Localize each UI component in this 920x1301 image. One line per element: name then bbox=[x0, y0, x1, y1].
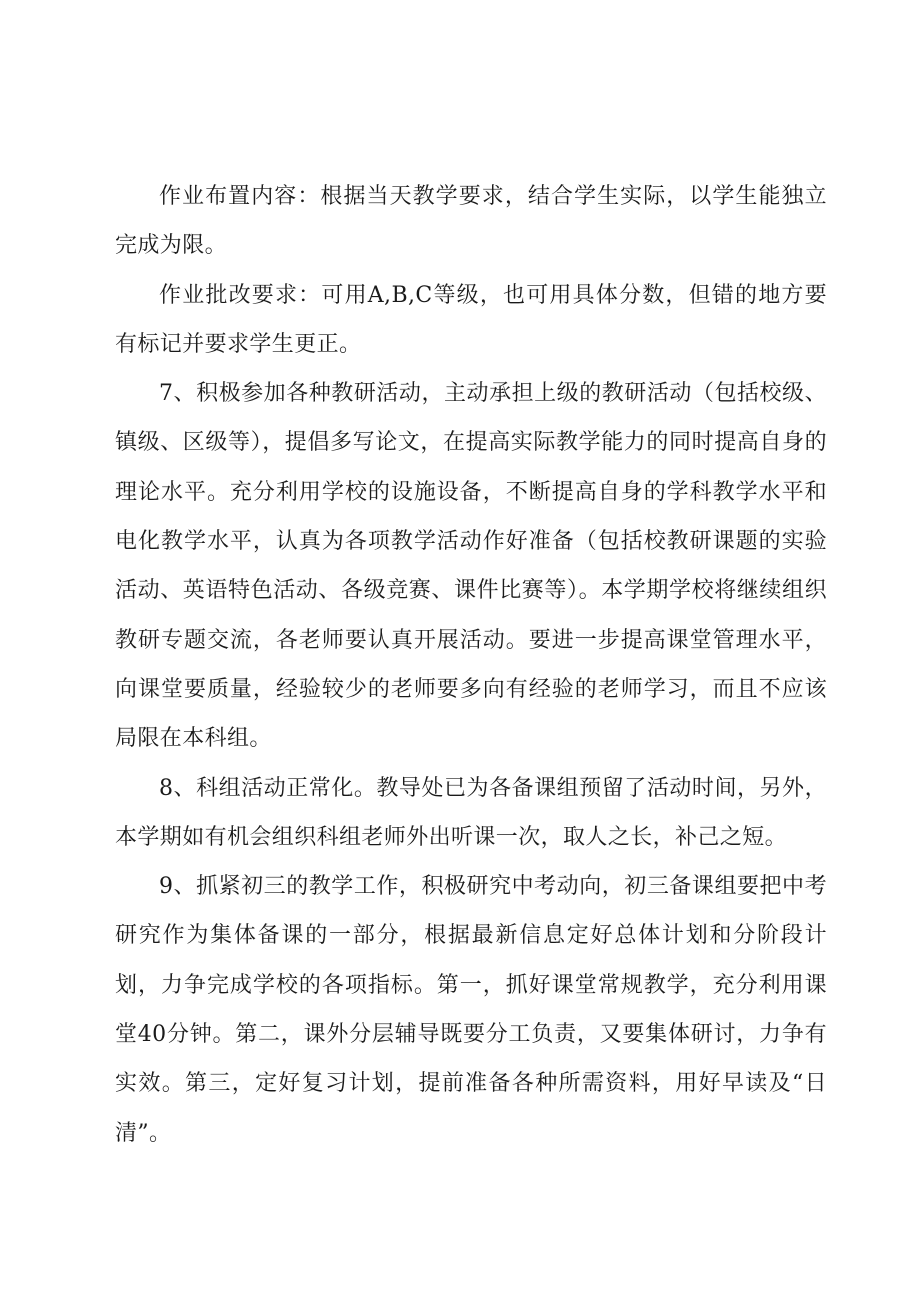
paragraph-item-8: 8、科组活动正常化。教导处已为各备课组预留了活动时间，另外，本学期如有机会组织科组老师外出听课一次，取人之长，补己之短。 bbox=[115, 775, 827, 850]
paragraph-homework-content: 作业布置内容：根据当天教学要求，结合学生实际，以学生能独立完成为限。 bbox=[115, 184, 827, 259]
paragraph-item-9: 9、抓紧初三的教学工作，积极研究中考动向，初三备课组要把中考研究作为集体备课的一部分，根据最新信息定好总体计划和分阶段计划，力争完成学校的各项指标。第一，抓好课堂常规教学，充分利用课堂40分钟。第二，课外分层辅导既要分工负责，又要集体研讨，力争有实效。第三，定好复习计划，提前准备各种所需资料，用好早读及“日清”。 bbox=[115, 874, 827, 1146]
document-body bbox=[115, 172, 827, 1158]
paragraph-item-7: 7、积极参加各种教研活动，主动承担上级的教研活动（包括校级、镇级、区级等），提倡多写论文，在提高实际教学能力的同时提高自身的理论水平。充分利用学校的设施设备，不断提高自身的学科教学水平和电化教学水平，认真为各项教学活动作好准备（包括校教研课题的实验活动、英语特色活动、各级竞赛、课件比赛等）。本学期学校将继续组织教研专题交流，各老师要认真开展活动。要进一步提高课堂管理水平，向课堂要质量，经验较少的老师要多向有经验的老师学习，而且不应该局限在本科组。 bbox=[115, 381, 827, 752]
paragraph-homework-grading: 作业批改要求：可用A,B,C等级，也可用具体分数，但错的地方要有标记并要求学生更正。 bbox=[115, 282, 827, 357]
